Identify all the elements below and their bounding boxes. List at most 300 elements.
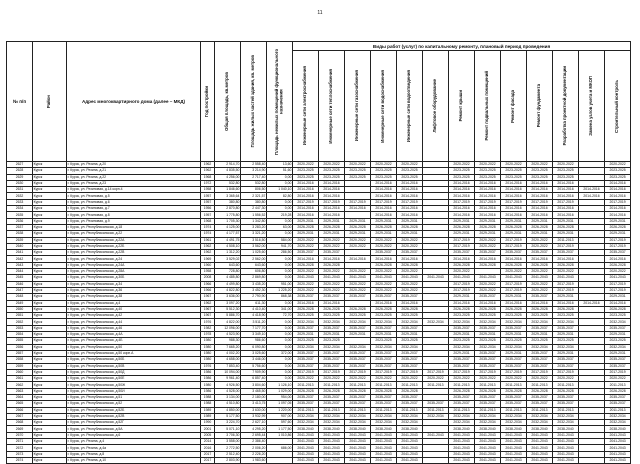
cell-address: г. Курск, ул. Республиканская, д.22: [67, 231, 201, 237]
cell-work-period: 2026-2028: [449, 224, 475, 230]
cell-work-period: 2014-2016: [293, 206, 319, 212]
cell-work-period: 2029-2031: [371, 332, 397, 338]
cell-work-period: 2041-2043: [397, 275, 423, 281]
cell-district: Курск: [33, 306, 67, 312]
cell-n: 2661: [7, 376, 33, 382]
cell-district: Курск: [33, 174, 67, 180]
cell-work-period: 2029-2031: [605, 332, 631, 338]
cell-work-period: 2014-2016: [553, 193, 579, 199]
cell-district: Курск: [33, 237, 67, 243]
cell-n: 2662: [7, 382, 33, 388]
cell-work-period: 2014-2016: [501, 256, 527, 262]
cell-district: Курск: [33, 457, 67, 463]
cell-year: 2014: [201, 439, 215, 445]
cell-address: г. Курск, ул. Резиновая, д.8: [67, 212, 201, 218]
cell-work-period: 2023-2025: [605, 338, 631, 344]
cell-n: 2629: [7, 174, 33, 180]
cell-work-period: 2029-2031: [553, 294, 579, 300]
cell-work-period: 2023-2025: [371, 313, 397, 319]
cell-district: Курск: [33, 369, 67, 375]
cell-work-period: 2035-2037: [293, 294, 319, 300]
cell-district: Курск: [33, 243, 67, 249]
cell-work-period: 2011-2013: [605, 382, 631, 388]
cell-work-period: 2020-2022: [345, 237, 371, 243]
cell-year: 1958: [201, 269, 215, 275]
cell-work-period: 2035-2037: [527, 325, 553, 331]
cell-work-period: 2041-2043: [345, 275, 371, 281]
cell-district: Курск: [33, 350, 67, 356]
cell-work-period: 2026-2028: [449, 388, 475, 394]
cell-work-period: 2023-2025: [319, 174, 345, 180]
cell-work-period: 2017-2019: [293, 369, 319, 375]
cell-work-period: 2023-2025: [397, 338, 423, 344]
cell-work-period: 2017-2019: [501, 287, 527, 293]
cell-nonliving-area: 1 040,10: [267, 187, 293, 193]
cell-work-period: 2023-2025: [553, 313, 579, 319]
cell-living-area: 380,80: [241, 199, 267, 205]
cell-work-period: 2014-2016: [319, 193, 345, 199]
cell-total-area: 5 071,10: [215, 426, 241, 432]
cell-work-period: 2041-2043: [449, 457, 475, 463]
cell-work-period: 2029-2031: [553, 231, 579, 237]
cell-work-period: 2026-2028: [475, 306, 501, 312]
cell-n: 2628: [7, 168, 33, 174]
cell-work-period: 2017-2019: [449, 243, 475, 249]
cell-address: г. Курск, ул. Республиканская, д.38: [67, 294, 201, 300]
cell-work-period: 2017-2019: [449, 237, 475, 243]
cell-work-period: 2032-2034: [423, 413, 449, 419]
cell-work-period: 2032-2034: [397, 420, 423, 426]
cell-year: 1986: [201, 388, 215, 394]
cell-work-period: 2032-2034: [319, 413, 345, 419]
cell-living-area: 2 562,00: [241, 256, 267, 262]
cell-work-period: 2014-2016: [605, 256, 631, 262]
cell-work-period: 2041-2043: [501, 439, 527, 445]
cell-nonliving-area: 686,00: [267, 445, 293, 451]
cell-work-period: 2029-2031: [501, 332, 527, 338]
cell-work-period: 2026-2028: [527, 224, 553, 230]
cell-year: 1989: [201, 413, 215, 419]
cell-nonliving-area: 219,28: [267, 212, 293, 218]
cell-work-period: 2041-2043: [605, 439, 631, 445]
cell-district: Курск: [33, 313, 67, 319]
cell-year: 1957: [201, 193, 215, 199]
cell-work-period: 2014-2016: [501, 206, 527, 212]
cell-work-period: 2020-2022: [319, 269, 345, 275]
cell-district: Курск: [33, 287, 67, 293]
cell-living-area: 2 627,10: [241, 420, 267, 426]
cell-n: 2652: [7, 319, 33, 325]
cell-work-period: 2035-2037: [449, 250, 475, 256]
cell-work-period: 2014-2016: [605, 187, 631, 193]
cell-work-period: 2017-2019: [397, 369, 423, 375]
cell-work-period: 2035-2037: [527, 363, 553, 369]
cell-work-period: 2029-2031: [553, 332, 579, 338]
cell-work-period: 2029-2031: [475, 332, 501, 338]
cell-work-period: 2020-2022: [319, 287, 345, 293]
cell-work-period: 2011-2013: [527, 382, 553, 388]
cell-address: г. Курск, ул. Республиканская, д.28А: [67, 269, 201, 275]
cell-work-period: 2035-2037: [397, 350, 423, 356]
cell-work-period: 2035-2037: [293, 325, 319, 331]
cell-work-period: 2026-2028: [397, 388, 423, 394]
cell-work-period: 2020-2022: [371, 237, 397, 243]
cell-address: г. Курск, ул. Резиновая, д.7: [67, 206, 201, 212]
cell-work-period: 2041-2043: [449, 439, 475, 445]
cell-work-period: 2014-2016: [579, 300, 605, 306]
cell-work-period: 2041-2043: [527, 457, 553, 463]
cell-work-period: 2038-2040: [501, 426, 527, 432]
cell-work-period: 2026-2028: [371, 306, 397, 312]
cell-work-period: 2035-2037: [371, 394, 397, 400]
cell-work-period: 2029-2031: [293, 218, 319, 224]
cell-work-period: 2035-2037: [293, 350, 319, 356]
cell-nonliving-area: 0,00: [267, 376, 293, 382]
cell-work-period: 2035-2037: [527, 357, 553, 363]
cell-district: Курск: [33, 407, 67, 413]
cell-work-period: 2020-2022: [527, 237, 553, 243]
cell-living-area: 2 695,44: [241, 432, 267, 438]
cell-year: 1968: [201, 218, 215, 224]
cell-total-area: 3 365,64: [215, 193, 241, 199]
cell-year: 1960: [201, 262, 215, 268]
cell-year: 1976: [201, 319, 215, 325]
cell-work-period: 2035-2037: [371, 325, 397, 331]
cell-work-period: 2041-2043: [371, 451, 397, 457]
cell-address: г. Курск, ул. Резина, д.4а: [67, 445, 201, 451]
cell-work-period: 2026-2028: [501, 306, 527, 312]
cell-total-area: 3 636,00: [215, 294, 241, 300]
cell-district: Курск: [33, 168, 67, 174]
cell-year: 1957: [201, 199, 215, 205]
cell-work-period: 2035-2037: [371, 294, 397, 300]
cell-work-period: 2029-2031: [501, 218, 527, 224]
cell-work-period: 2032-2034: [319, 344, 345, 350]
cell-work-period: 2014-2016: [605, 180, 631, 186]
cell-work-period: 2020-2022: [553, 162, 579, 168]
cell-work-period: 2020-2022: [371, 376, 397, 382]
cell-work-period: 2035-2037: [501, 250, 527, 256]
cell-work-period: 2026-2028: [293, 224, 319, 230]
cell-work-period: 2035-2037: [449, 394, 475, 400]
cell-work-period: 2032-2034: [293, 344, 319, 350]
cell-work-period: 2014-2016: [475, 206, 501, 212]
cell-address: г. Курск, ул. Республиканская, д.4Б: [67, 338, 201, 344]
cell-work-period: 2041-2043: [371, 275, 397, 281]
cell-work-period: 2035-2037: [371, 350, 397, 356]
cell-work-period: 2023-2025: [319, 338, 345, 344]
cell-year: 2017: [201, 457, 215, 463]
cell-work-period: 2017-2019: [345, 369, 371, 375]
cell-work-period: 2032-2034: [345, 413, 371, 419]
cell-work-period: 2011-2013: [553, 382, 579, 388]
cell-living-area: 3 932,99: [241, 413, 267, 419]
cell-n: 2627: [7, 162, 33, 168]
cell-work-period: 2026-2028: [397, 262, 423, 268]
cell-address: г. Курск, ул. Республиканская, д.52: [67, 401, 201, 407]
cell-work-period: 2032-2034: [475, 344, 501, 350]
cell-year: 1980: [201, 338, 215, 344]
cell-work-period: 2023-2025: [475, 174, 501, 180]
cell-work-period: 2014-2016: [371, 256, 397, 262]
cell-work-period: 2017-2019: [605, 369, 631, 375]
cell-work-period: 2026-2028: [605, 388, 631, 394]
cell-work-period: 2023-2025: [449, 338, 475, 344]
cell-work-period: 2041-2043: [475, 451, 501, 457]
cell-work-period: 2020-2022: [475, 243, 501, 249]
cell-total-area: 10 094,00: [215, 369, 241, 375]
cell-district: Курск: [33, 426, 67, 432]
cell-work-period: 2032-2034: [605, 319, 631, 325]
cell-nonliving-area: 372,00: [267, 350, 293, 356]
cell-address: г. Курск, ул. Резина, д.20: [67, 162, 201, 168]
cell-district: Курск: [33, 394, 67, 400]
cell-work-period: 2035-2037: [345, 325, 371, 331]
cell-work-period: 2020-2022: [397, 287, 423, 293]
cell-n: 2646: [7, 281, 33, 287]
cell-living-area: 1 983,60: [241, 457, 267, 463]
cell-work-period: 2035-2037: [293, 394, 319, 400]
cell-work-period: 2023-2025: [553, 174, 579, 180]
cell-work-period: 2017-2019: [449, 281, 475, 287]
cell-work-period: 2014-2016: [527, 187, 553, 193]
cell-work-period: 2014-2016: [449, 212, 475, 218]
cell-work-period: 2017-2019: [605, 243, 631, 249]
cell-work-period: 2035-2037: [319, 250, 345, 256]
cell-work-period: 2032-2034: [449, 420, 475, 426]
cell-work-period: 2014-2016: [371, 193, 397, 199]
cell-work-period: 2029-2031: [397, 332, 423, 338]
cell-work-period: 2014-2016: [293, 212, 319, 218]
cell-work-period: 2035-2037: [345, 363, 371, 369]
header-address: Адрес многоквартирного дома (далее – МКД): [67, 42, 201, 162]
cell-work-period: 2026-2028: [371, 388, 397, 394]
cell-work-period: 2026-2028: [605, 224, 631, 230]
cell-year: 1986: [201, 369, 215, 375]
cell-work-period: 2014-2016: [319, 187, 345, 193]
cell-work-period: 2014-2016: [553, 180, 579, 186]
cell-district: Курск: [33, 357, 67, 363]
cell-work-period: 2023-2025: [397, 313, 423, 319]
header-work-4: Инженерные сети водоотведения: [397, 51, 423, 162]
cell-n: 2669: [7, 426, 33, 432]
cell-work-period: 2035-2037: [501, 357, 527, 363]
cell-work-period: 2035-2037: [345, 357, 371, 363]
cell-address: г. Курск, ул. Республиканская, д.50 корп.А: [67, 350, 201, 356]
cell-work-period: 2035-2037: [475, 357, 501, 363]
cell-work-period: 2020-2022: [475, 281, 501, 287]
cell-n: 2644: [7, 269, 33, 275]
cell-work-period: 2038-2040: [319, 426, 345, 432]
cell-work-period: 2023-2025: [319, 313, 345, 319]
cell-work-period: 2023-2025: [345, 313, 371, 319]
cell-work-period: 2026-2028: [527, 262, 553, 268]
cell-work-period: 2041-2043: [397, 432, 423, 438]
cell-work-period: 2020-2022: [527, 376, 553, 382]
cell-work-period: 2032-2034: [553, 319, 579, 325]
cell-district: Курск: [33, 363, 67, 369]
cell-living-area: 3 283,20: [241, 224, 267, 230]
cell-work-period: 2032-2034: [553, 420, 579, 426]
cell-year: 1967: [201, 306, 215, 312]
cell-district: Курск: [33, 432, 67, 438]
cell-work-period: 2041-2043: [293, 432, 319, 438]
header-work-7: Ремонт подвальных помещений: [475, 51, 501, 162]
cell-n: 2668: [7, 420, 33, 426]
cell-n: 2666: [7, 407, 33, 413]
cell-work-period: 2041-2043: [449, 451, 475, 457]
cell-work-period: 2035-2037: [397, 363, 423, 369]
cell-work-period: 2029-2031: [371, 218, 397, 224]
cell-work-period: 2017-2019: [397, 199, 423, 205]
cell-work-period: 2020-2022: [397, 269, 423, 275]
cell-work-period: 2020-2022: [397, 281, 423, 287]
cell-nonliving-area: 0,00: [267, 369, 293, 375]
cell-work-period: 2011-2013: [449, 382, 475, 388]
cell-work-period: 2014-2016: [319, 256, 345, 262]
cell-address: г. Курск, ул. Республиканская, д.50: [67, 344, 201, 350]
cell-nonliving-area: 954,00: [267, 394, 293, 400]
cell-work-period: 2020-2022: [397, 162, 423, 168]
cell-work-period: 2041-2043: [293, 439, 319, 445]
cell-living-area: 2 006,20: [241, 445, 267, 451]
cell-work-period: 2041-2043: [449, 445, 475, 451]
cell-work-period: 2017-2019: [371, 199, 397, 205]
header-work-9: Ремонт фундамента: [527, 51, 553, 162]
cell-work-period: 2029-2031: [319, 218, 345, 224]
cell-work-period: 2041-2043: [553, 275, 579, 281]
cell-work-period: 2017-2019: [605, 281, 631, 287]
cell-work-period: 2014-2016: [475, 180, 501, 186]
cell-work-period: 2032-2034: [397, 413, 423, 419]
cell-work-period: 2026-2028: [553, 388, 579, 394]
cell-work-period: 2041-2043: [293, 451, 319, 457]
cell-work-period: 2035-2037: [397, 401, 423, 407]
cell-work-period: 2029-2031: [475, 218, 501, 224]
cell-district: Курск: [33, 212, 67, 218]
cell-work-period: 2026-2028: [475, 224, 501, 230]
cell-work-period: 2038-2040: [553, 426, 579, 432]
cell-living-area: 3 804,60: [241, 382, 267, 388]
cell-work-period: 2014-2016: [475, 187, 501, 193]
cell-work-period: 2029-2031: [527, 218, 553, 224]
cell-work-period: 2041-2043: [553, 445, 579, 451]
cell-district: Курск: [33, 206, 67, 212]
cell-address: г. Курск, ул. Республиканская, д.6: [67, 432, 201, 438]
cell-work-period: 2023-2025: [345, 174, 371, 180]
cell-work-period: 2041-2043: [371, 445, 397, 451]
cell-work-period: 2020-2022: [605, 269, 631, 275]
cell-district: Курск: [33, 180, 67, 186]
cell-total-area: 4 528,00: [215, 388, 241, 394]
cell-work-period: 2011-2013: [423, 407, 449, 413]
cell-work-period: 2023-2025: [553, 338, 579, 344]
cell-total-area: 643,60: [215, 262, 241, 268]
cell-address: г. Курск, ул. Республиканская, д.51: [67, 394, 201, 400]
cell-work-period: 2035-2037: [475, 250, 501, 256]
cell-work-period: 2035-2037: [501, 325, 527, 331]
cell-work-period: 2026-2028: [397, 306, 423, 312]
cell-year: 1969: [201, 256, 215, 262]
cell-nonliving-area: 1 225,20: [267, 287, 293, 293]
cell-work-period: 2035-2037: [293, 363, 319, 369]
cell-work-period: 2035-2037: [319, 325, 345, 331]
cell-living-area: 3 321,20: [241, 231, 267, 237]
cell-year: 1980: [201, 382, 215, 388]
cell-work-period: 2014-2016: [293, 180, 319, 186]
cell-year: 1990: [201, 420, 215, 426]
cell-nonliving-area: 1 010,86: [267, 432, 293, 438]
cell-address: г. Курск, ул. Республиканская, д.52В: [67, 413, 201, 419]
cell-total-area: 4 177,57: [215, 231, 241, 237]
cell-address: г. Курск, ул. Резина, д.4: [67, 439, 201, 445]
cell-work-period: 2032-2034: [527, 420, 553, 426]
cell-work-period: 2035-2037: [527, 294, 553, 300]
cell-year: 1976: [201, 363, 215, 369]
cell-work-period: 2014-2016: [371, 300, 397, 306]
cell-nonliving-area: 0,00: [267, 218, 293, 224]
cell-nonliving-area: 0,00: [267, 262, 293, 268]
cell-work-period: 2029-2031: [501, 231, 527, 237]
cell-year: 2017: [201, 451, 215, 457]
cell-work-period: 2011-2013: [371, 407, 397, 413]
cell-n: 2667: [7, 413, 33, 419]
cell-work-period: 2041-2043: [475, 445, 501, 451]
cell-district: Курск: [33, 338, 67, 344]
cell-work-period: 2011-2013: [553, 407, 579, 413]
cell-address: г. Курск, ул. Республиканская, д.42: [67, 313, 201, 319]
cell-nonliving-area: 584,00: [267, 237, 293, 243]
cell-work-period: 2041-2043: [475, 432, 501, 438]
cell-work-period: 2041-2043: [319, 432, 345, 438]
cell-work-period: 2020-2022: [527, 243, 553, 249]
cell-work-period: 2023-2025: [475, 338, 501, 344]
header-nonliving-area: Площадь нежилых помещений функционального назначения: [267, 42, 293, 162]
cell-n: 2630: [7, 180, 33, 186]
cell-work-period: 2029-2031: [449, 350, 475, 356]
cell-year: 1988: [201, 401, 215, 407]
cell-n: 2631: [7, 187, 33, 193]
cell-work-period: 2032-2034: [553, 344, 579, 350]
cell-year: 1989: [201, 407, 215, 413]
cell-work-period: 2041-2043: [319, 451, 345, 457]
header-n: № п/п: [7, 42, 33, 162]
cell-nonliving-area: 63,00: [267, 224, 293, 230]
cell-work-period: 2026-2028: [553, 224, 579, 230]
cell-work-period: 2020-2022: [293, 269, 319, 275]
cell-n: 2633: [7, 199, 33, 205]
cell-work-period: [423, 457, 449, 463]
cell-work-period: 2035-2037: [605, 363, 631, 369]
cell-work-period: 2020-2022: [345, 376, 371, 382]
cell-work-period: 2029-2031: [319, 231, 345, 237]
cell-year: 2008: [201, 275, 215, 281]
cell-work-period: 2041-2043: [449, 275, 475, 281]
cell-work-period: 2020-2022: [293, 281, 319, 287]
cell-work-period: 2029-2031: [449, 218, 475, 224]
cell-work-period: 2041-2043: [397, 451, 423, 457]
header-work-12: Строительный контроль: [605, 51, 631, 162]
cell-n: 2671: [7, 439, 33, 445]
cell-work-period: 2014-2016: [397, 212, 423, 218]
cell-year: 1967: [201, 313, 215, 319]
cell-living-area: 2 717,40: [241, 174, 267, 180]
cell-work-period: 2032-2034: [371, 319, 397, 325]
cell-living-area: 2 180,00: [241, 394, 267, 400]
cell-work-period: 2041-2043: [319, 439, 345, 445]
cell-work-period: 2017-2019: [345, 199, 371, 205]
cell-work-period: 2035-2037: [553, 357, 579, 363]
